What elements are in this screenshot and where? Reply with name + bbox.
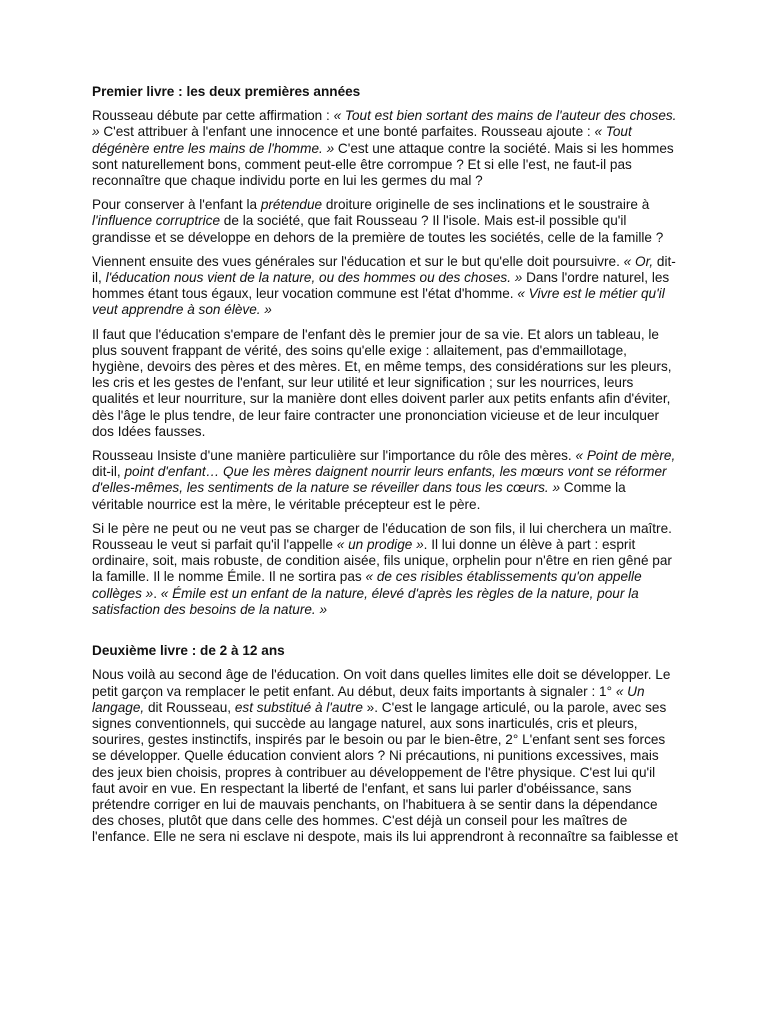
text-run: Comme la véritable nourrice est la mère, le véritable précepteur est le père. (92, 480, 626, 512)
quote-run: point d'enfant… Que les mères daignent nourrir leurs enfants, les mœurs vont se réformer d'elles-mêmes, les sentiments de la nature se réveiller dans tous les cœurs. » (92, 464, 667, 496)
text-run: dit-il, (92, 464, 125, 480)
paragraph-affirmation (92, 108, 680, 189)
quote-run: « Un langage, (92, 683, 645, 715)
text-run: Nous voilà au second âge de l'éducation. On voit dans quelles limites elle doit se développer. Le petit garçon va remplacer le petit enfant. Au début, deux faits importants à signaler : 1° (92, 667, 671, 699)
text-run: Si le père ne peut ou ne veut pas se charger de l'éducation de son fils, il lui cherchera un maître. Rousseau le veut si parfait qu'il l'appelle (92, 520, 672, 553)
text-run: de la société, que fait Rousseau ? Il l'isole. Mais est-il possible qu'il grandisse et se développe en dehors de la première de toutes les sociétés, celle de la famille ? (92, 213, 664, 245)
quote-run: « Émile est un enfant de la nature, élevé d'après les règles de la nature, pour la satisfaction des besoins de la nature. » (92, 585, 639, 617)
paragraph-role-meres (92, 448, 680, 513)
quote-run: l'éducation nous vient de la nature, ou des hommes ou des choses. » (105, 270, 523, 286)
text-run: Pour conserver à l'enfant la (92, 197, 261, 213)
quote-run: est substitué à l'autre (234, 699, 363, 715)
text-run: ». C'est le langage articulé, ou la parole, avec ses signes conventionnels, qui succède au langage naturel, aux sons inarticulés, cris et pleurs, sourires, gestes instinctifs, inspirés par le besoin ou par le bien-être, 2° L'enfant sent ses forces se développer. Quelle éducation convient alors ? Ni précautions, ni punitions excessives, mais des jeux bien choisis, propres à contribuer au développement de l'être physique. C'est lui qu'il faut avoir en vue. En respectant la liberté de l'enfant, et sans lui parler d'obéissance, sans prétendre corriger en lui de mauvais penchants, on l'habituera à se sentir dans la dépendance des choses, plutôt que dans celle des hommes. C'est déjà un conseil pour les maîtres de l'enfance. Elle ne sera ni esclave ni despote, mais ils lui apprendront à reconnaître sa faiblesse et (92, 699, 678, 845)
text-run: . Il lui donne un élève à part : esprit ordinaire, soit, mais robuste, de condition aisée, fils unique, orphelin pour n'être en rien gêné par la famille. Il le nomme Émile. Il ne sortira pas (92, 537, 672, 585)
quote-run: « de ces risibles établissements qu'on appelle collèges » (92, 569, 642, 601)
quote-run: « un prodige » (336, 537, 424, 553)
section-heading-premier-livre: Premier livre : les deux premières années (92, 84, 361, 99)
section-heading-deuxieme-livre: Deuxième livre : de 2 à 12 ans (92, 643, 285, 659)
document-page (92, 84, 680, 846)
text-run: Rousseau Insiste d'une manière particulière sur l'importance du rôle des mères. (92, 448, 576, 464)
quote-run: l'influence corruptrice (92, 213, 221, 229)
quote-run: « Vivre est le métier qu'il veut apprendre à son élève. » (92, 286, 665, 318)
quote-run: « Point de mère, (575, 448, 676, 464)
text-run: dit-il, (92, 253, 676, 286)
paragraph-soins-enfant (92, 327, 680, 440)
text-run: C'est attribuer à l'enfant une innocence et une bonté parfaites. Rousseau ajoute : (99, 124, 595, 140)
text-run: C'est une attaque contre la société. Mais si les hommes sont naturellement bons, comment peut-elle être corrompue ? Et si elle l'est, ne faut-il pas reconnaître que chaque individu porte en lui les germes du mal ? (92, 140, 674, 189)
paragraph-maitre-emile (92, 521, 680, 618)
quote-run: « Tout dégénère entre les mains de l'homme. » (92, 124, 632, 156)
paragraph-second-age (92, 667, 680, 845)
text-run: Rousseau débute par cette affirmation : (92, 108, 334, 124)
paragraph-vues-generales (92, 254, 680, 319)
text-run: droiture originelle de ses inclinations et le soustraire à (322, 197, 650, 213)
text-run: . (153, 585, 161, 601)
quote-run: « Tout est bien sortant des mains de l'auteur des choses. » (92, 108, 677, 140)
text-run: Dans l'ordre naturel, les hommes étant tous égaux, leur vocation commune est l'état d'homme. (92, 270, 670, 302)
text-run: dit Rousseau, (144, 699, 235, 715)
text-run: Il faut que l'éducation s'empare de l'enfant dès le premier jour de sa vie. Et alors un tableau, le plus souvent frappant de vérité, des soins qu'elle exige : allaitement, pas d'emmaillotage, hygiène, devoirs des pères et des mères. Et, en même temps, des considérations sur les pleurs, les cris et les gestes de l'enfant, sur leur utilité et leur signification ; sur les nourrices, leurs qualités et leur nourriture, sur la manière dont elles doivent parler aux petits enfants afin d'éviter, dès l'âge le plus tendre, de leur faire contracter une prononciation vicieuse et de leur inculquer dos Idées fausses. (92, 326, 672, 439)
quote-run: prétendue (260, 197, 323, 213)
quote-run: « Or, (623, 253, 654, 269)
text-run: Viennent ensuite des vues générales sur l'éducation et sur le but qu'elle doit poursuivre. (92, 253, 624, 269)
paragraph-isolement (92, 197, 680, 246)
